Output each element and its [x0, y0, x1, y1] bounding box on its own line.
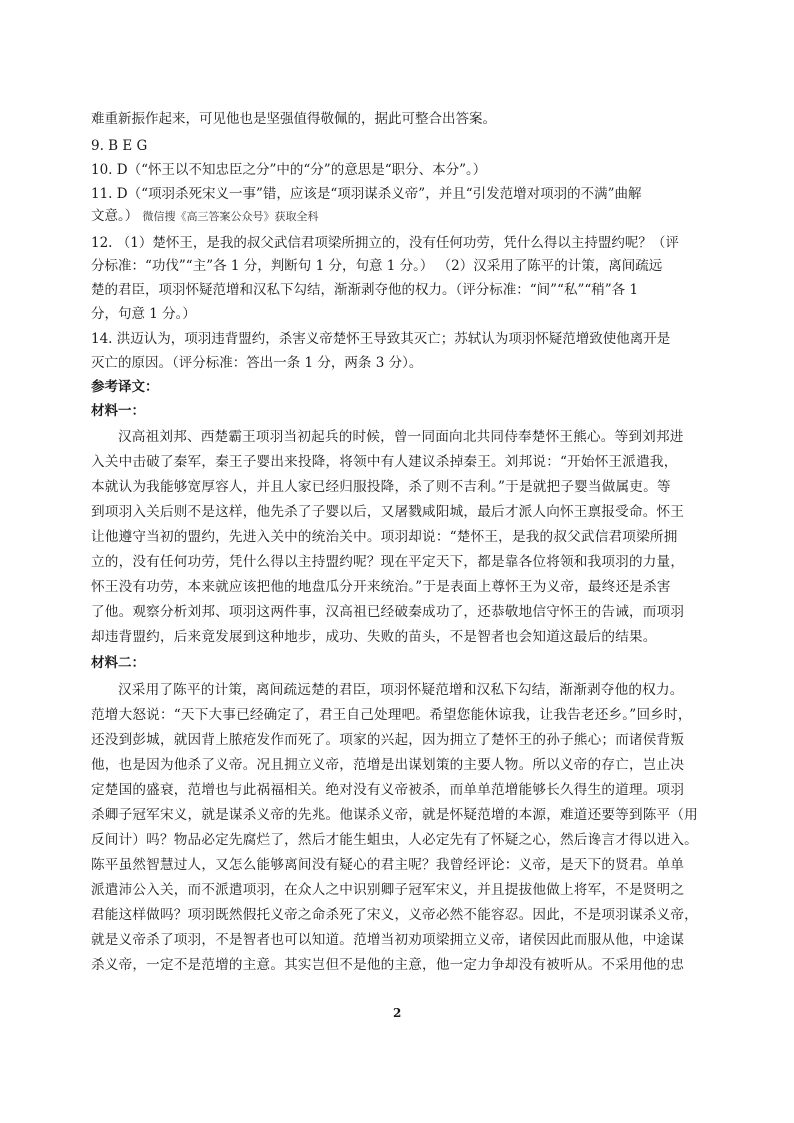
material-2-heading: 材料二： — [91, 655, 145, 671]
material-2-line: 杀义帝，一定不是范增的主意。其实岂但不是他的主意，他一定力争却没有被听从。不采用他的忠 — [91, 957, 685, 973]
material-1-line: 汉高祖刘邦、西楚霸王项羽当初起兵的时候，曾一同面向北共同侍奉楚怀王熊心。等到刘邦进 — [118, 429, 684, 445]
material-1-line: 本就认为我能够宽厚容人，并且人家已经归服投降，杀了则不吉利。”于是就把子婴当做属吏。等 — [91, 479, 671, 495]
answer-10: 10. D（“怀王以不知忠臣之分”中的“分”的意思是“职分、本分”。） — [91, 162, 487, 178]
answer-11-line1: 11. D（“项羽杀死宋义一事”错，应该是“项羽谋杀义帝”，并且“引发范增对项羽的不满”曲解 — [91, 186, 642, 202]
answer-11-line2 — [91, 207, 319, 226]
material-2-line: 他，也是因为他杀了义帝。况且拥立义帝，范增是出谋划策的主要人物。所以义帝的存亡，岂止决 — [91, 757, 685, 773]
answer-14-line1: 14. 洪迈认为，项羽违背盟约，杀害义帝楚怀王导致其灭亡；苏轼认为项羽怀疑范增致使他离开是 — [91, 331, 671, 347]
material-1-heading: 材料一： — [91, 403, 145, 419]
material-2-line: 范增大怒说：“天下大事已经确定了，君王自己处理吧。希望您能休谅我，让我告老还乡。”回乡时， — [91, 707, 692, 723]
material-2-line: 还没到彭城，就因背上脓疮发作而死了。项家的兴起，因为拥立了楚怀王的孙子熊心；而诸侯背叛 — [91, 732, 685, 748]
material-2-line: 君能这样做吗？项羽既然假托义帝之命杀死了宋义，义帝必然不能容忍。因此，不是项羽谋杀义帝， — [91, 907, 698, 923]
material-1-line: 怀王没有功劳，本来就应该把他的地盘瓜分开来统治。”于是表面上尊怀王为义帝，最终还是杀害 — [91, 579, 671, 595]
material-2-line: 杀卿子冠军宋义，就是谋杀义帝的先兆。他谋杀义帝，就是怀疑范增的本源，难道还要等到陈平（用 — [91, 807, 698, 823]
translation-heading: 参考译文： — [91, 379, 159, 395]
material-1-line: 立的，没有任何功劳，凭什么得以主持盟约呢？现在平定天下，都是靠各位将领和我项羽的力量， — [91, 554, 685, 570]
material-2-line: 汉采用了陈平的计策，离间疏远楚的君臣，项羽怀疑范增和汉私下勾结，渐渐剥夺他的权力。 — [118, 682, 684, 698]
answer-12-line4: 分，句意 1 分。） — [91, 306, 196, 322]
wechat-note: 微信搜《高三答案公众号》获取全科 — [142, 210, 319, 223]
answer-14-line2: 灭亡的原因。（评分标准：答出一条 1 分，两条 3 分）。 — [91, 355, 423, 371]
material-1-line: 却违背盟约，后来竟发展到这种地步，成功、失败的苗头，不是智者也会知道这最后的结果。 — [91, 629, 657, 645]
material-2-line: 反间计）吗？物品必定先腐烂了，然后才能生蛆虫，人必定先有了怀疑之心，然后谗言才得以进入。 — [91, 832, 698, 848]
material-1-line: 到项羽入关后则不是这样，他先杀了子婴以后，又屠戮咸阳城，最后才派人向怀王禀报受命。怀王 — [91, 504, 685, 520]
answer-8-tail: 难重新振作起来，可见他也是坚强值得敬佩的，据此可整合出答案。 — [91, 111, 496, 127]
material-1-line: 入关中击破了秦军，秦王子婴出来投降，将领中有人建议杀掉秦王。刘邦说：“开始怀王派遣我， — [91, 454, 678, 470]
material-1-line: 了他。观察分析刘邦、项羽这两件事，汉高祖已经破秦成功了，还恭敬地信守怀王的告诫，而项羽 — [91, 604, 685, 620]
material-2-line: 定楚国的盛衰，范增也与此祸福相关。绝对没有义帝被杀，而单单范增能够长久得生的道理。项羽 — [91, 782, 685, 798]
answer-12-line3: 楚的君臣，项羽怀疑范增和汉私下勾结，渐渐剥夺他的权力。（评分标准：“间”“私”“稍”各 1 — [91, 282, 639, 298]
material-2-line: 陈平虽然智慧过人，又怎么能够离间没有疑心的君主呢？我曾经评论：义帝，是天下的贤君。单单 — [91, 857, 685, 873]
answer-11-text: 文意。） — [91, 208, 139, 224]
material-2-line: 派遣沛公入关，而不派遣项羽，在众人之中识别卿子冠军宋义，并且提拔他做上将军，不是贤明之 — [91, 882, 685, 898]
answer-12-line2: 分标准：“功伐”“主”各 1 分，判断句 1 分，句意 1 分。） （2）汉采用了陈平的计策，离间疏远 — [91, 258, 663, 274]
material-2-line: 就是义帝杀了项羽，不是智者也可以知道。范增当初劝项梁拥立义帝，诸侯因此而服从他，中途谋 — [91, 932, 685, 948]
material-1-line: 让他遵守当初的盟约，先进入关中的统治关中。项羽却说：“楚怀王，是我的叔父武信君项梁所拥 — [91, 529, 678, 545]
page-number: 2 — [393, 1006, 402, 1020]
answer-12-line1: 12. （1）楚怀王，是我的叔父武信君项梁所拥立的，没有任何功劳，凭什么得以主持盟约呢？（评 — [91, 235, 679, 251]
answer-9: 9. B E G — [91, 138, 148, 154]
